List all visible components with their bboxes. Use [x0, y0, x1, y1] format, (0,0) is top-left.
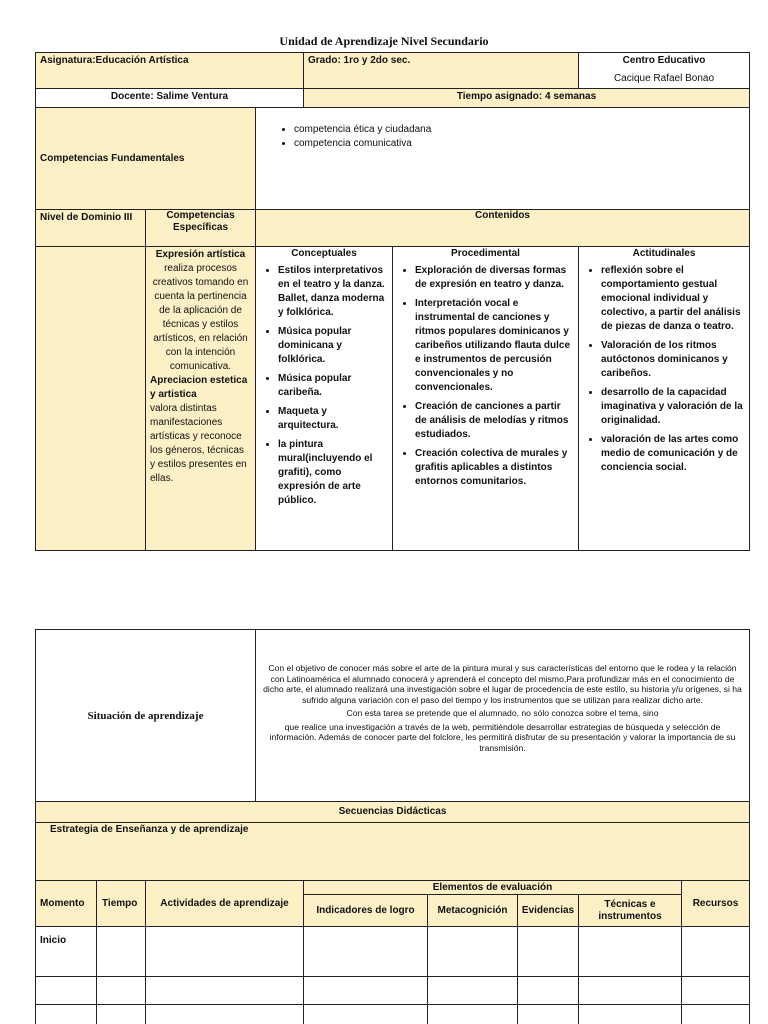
situacion-paragraph-1: Con el objetivo de conocer más sobre el arte de la pintura mural y sus características del entorno que le rodea y la relación con Latinoamérica el alumnado conocerá y aprenderá el concepto del mismo,Para profundizar más en el conocimiento de dicho arte, el alumnado realizará una investigación sobre el lugar de procedencia de este estilo, su historia y/u orígenes, si ha sufrido alguna variación con el paso del tiempo y los instrumentos que se utilizan para realizar dicho arte.: [263, 663, 742, 705]
list-item: • Exploración de diversas formas de expresión en teatro y danza.: [415, 264, 574, 292]
col-indicadores: [303, 894, 428, 927]
contenidos-label: Contenidos: [255, 209, 750, 247]
col-tiempo-text: Tiempo: [102, 897, 138, 909]
list-item: • Creación colectiva de murales y grafitis aplicables a distintos entornos comunitarios.: [415, 447, 574, 489]
table-cell: [517, 926, 579, 977]
col-metacognicion-text: Metacognición: [437, 904, 508, 916]
situacion-paragraph-3: que realice una investigación a través de la web, permitiéndole desarrollar estrategias de búsqueda y selección de información. Además de conocer parte del folclore, les permitirá disfrutar de su presentación y valorar la importancia de su transmisión.: [269, 721, 736, 753]
asignatura-cell: Asignatura:Educación Artística: [35, 52, 304, 89]
list-item: • la pintura mural(incluyendo el grafiti), como expresión de arte público.: [278, 438, 388, 508]
list-item: • reflexión sobre el comportamiento gestual emocional individual y colectivo, a partir del análisis de piezas de danza o teatro.: [601, 264, 745, 334]
col-evidencias: [517, 894, 579, 927]
conceptuales-cell: [255, 246, 393, 551]
col-actividades-text: Actividades de aprendizaje: [160, 897, 289, 909]
col-indicadores-text: Indicadores de logro: [316, 904, 415, 916]
table-cell: [303, 976, 428, 1005]
col-evidencias-text: Evidencias: [521, 904, 575, 916]
col-momento: [35, 880, 97, 927]
table-cell: [578, 1004, 682, 1024]
list-item: • Interpretación vocal e instrumental de canciones y ritmos populares dominicanos y caribeños utilizando flauta dulce e instrumentos de percusión convencionales y no convencionales.: [415, 297, 574, 395]
table-cell: [303, 1004, 428, 1024]
table-cell: [681, 926, 750, 977]
table-cell: [517, 976, 579, 1005]
competencias-fundamentales-text: Competencias Fundamentales: [40, 152, 185, 164]
competencias-especificas-label: Competencias Específicas: [145, 209, 256, 247]
table-cell: [427, 1004, 518, 1024]
procedimental-cell: [392, 246, 579, 551]
list-item: • valoración de las artes como medio de comunicación y de conciencia social.: [601, 433, 745, 475]
centro-label: Centro Educativo: [622, 55, 706, 66]
procedimental-header: Procedimental: [451, 248, 520, 259]
list-item: • Música popular caribeña.: [278, 372, 388, 400]
table-cell: [96, 926, 146, 977]
list-item: • competencia ética y ciudadana: [294, 124, 745, 136]
table-cell: [681, 976, 750, 1005]
situacion-label-cell: [35, 629, 256, 802]
expresion-text: realiza procesos creativos tomando en cuenta la pertinencia de la aplicación de técnicas y estilos artísticos, en relación con la intención comunicativa.: [152, 263, 249, 372]
col-tiempo: [96, 880, 146, 927]
list-item: • desarrollo de la capacidad imaginativa y valoración de la originalidad.: [601, 386, 745, 428]
actitudinales-cell: [578, 246, 750, 551]
list-item: • Valoración de los ritmos autóctonos dominicanos y caribeños.: [601, 339, 745, 381]
col-recursos: [681, 880, 750, 927]
centro-educativo-cell: [578, 52, 750, 89]
table-cell: [35, 976, 97, 1005]
competencias-fundamentales-list: [255, 107, 750, 210]
centro-value: Cacique Rafael Bonao: [613, 73, 715, 84]
table-cell: [35, 1004, 97, 1024]
estrategia-cell: Estrategia de Enseñanza y de aprendizaje: [35, 822, 750, 881]
situacion-label: Situación de aprendizaje: [87, 709, 204, 722]
col-tecnicas-text: Técnicas e instrumentos: [598, 898, 662, 922]
competencias-especificas-cell: [145, 246, 256, 551]
table-cell: [145, 926, 304, 977]
apreciacion-title: Apreciacion estetica y artistica: [150, 375, 248, 400]
list-item: • Creación de canciones a partir de análisis de melodías y ritmos estudiados.: [415, 400, 574, 442]
table-cell: [96, 1004, 146, 1024]
row-inicio-momento: Inicio: [35, 926, 97, 977]
table-cell: [96, 976, 146, 1005]
col-tecnicas: [578, 894, 682, 927]
page-title: Unidad de Aprendizaje Nivel Secundario: [279, 34, 489, 48]
tiempo-asignado-cell: Tiempo asignado: 4 semanas: [303, 88, 750, 108]
table-cell: [145, 976, 304, 1005]
table-cell: [681, 1004, 750, 1024]
table-cell: [303, 926, 428, 977]
nivel-dominio-label: Nivel de Dominio III: [35, 209, 146, 247]
competencias-fundamentales-label: [35, 107, 256, 210]
table-cell: [517, 1004, 579, 1024]
col-actividades: [145, 880, 304, 927]
list-item: • Maqueta y arquitectura.: [278, 405, 388, 433]
table-cell: [578, 976, 682, 1005]
table-cell: [578, 926, 682, 977]
conceptuales-header: Conceptuales: [291, 248, 357, 259]
table-cell: [145, 1004, 304, 1024]
nivel-dominio-empty: [35, 246, 146, 551]
expresion-title: Expresión artística: [155, 249, 246, 260]
table-cell: [427, 976, 518, 1005]
situacion-text-cell: [255, 629, 750, 802]
list-item: • Música popular dominicana y folklórica.: [278, 325, 388, 367]
col-metacognicion: [427, 894, 518, 927]
table-cell: [427, 926, 518, 977]
list-item: • competencia comunicativa: [294, 138, 745, 150]
grado-cell: Grado: 1ro y 2do sec.: [303, 52, 579, 89]
col-momento-text: Momento: [40, 897, 85, 909]
apreciacion-text: valora distintas manifestaciones artísticas y reconoce los géneros, técnicas y estilos presentes en ellas.: [150, 403, 247, 484]
docente-cell: Docente: Salime Ventura: [35, 88, 304, 108]
actitudinales-header: Actitudinales: [632, 248, 696, 259]
list-item: • Estilos interpretativos en el teatro y la danza. Ballet, danza moderna y folklórica.: [278, 264, 388, 320]
secuencias-label: Secuencias Didácticas: [35, 801, 750, 823]
situacion-paragraph-2: Con esta tarea se pretende que el alumnado, no sólo conozca sobre el tema, sino: [346, 708, 659, 718]
elementos-evaluacion-header: Elementos de evaluación: [303, 880, 682, 895]
col-recursos-text: Recursos: [692, 897, 739, 909]
